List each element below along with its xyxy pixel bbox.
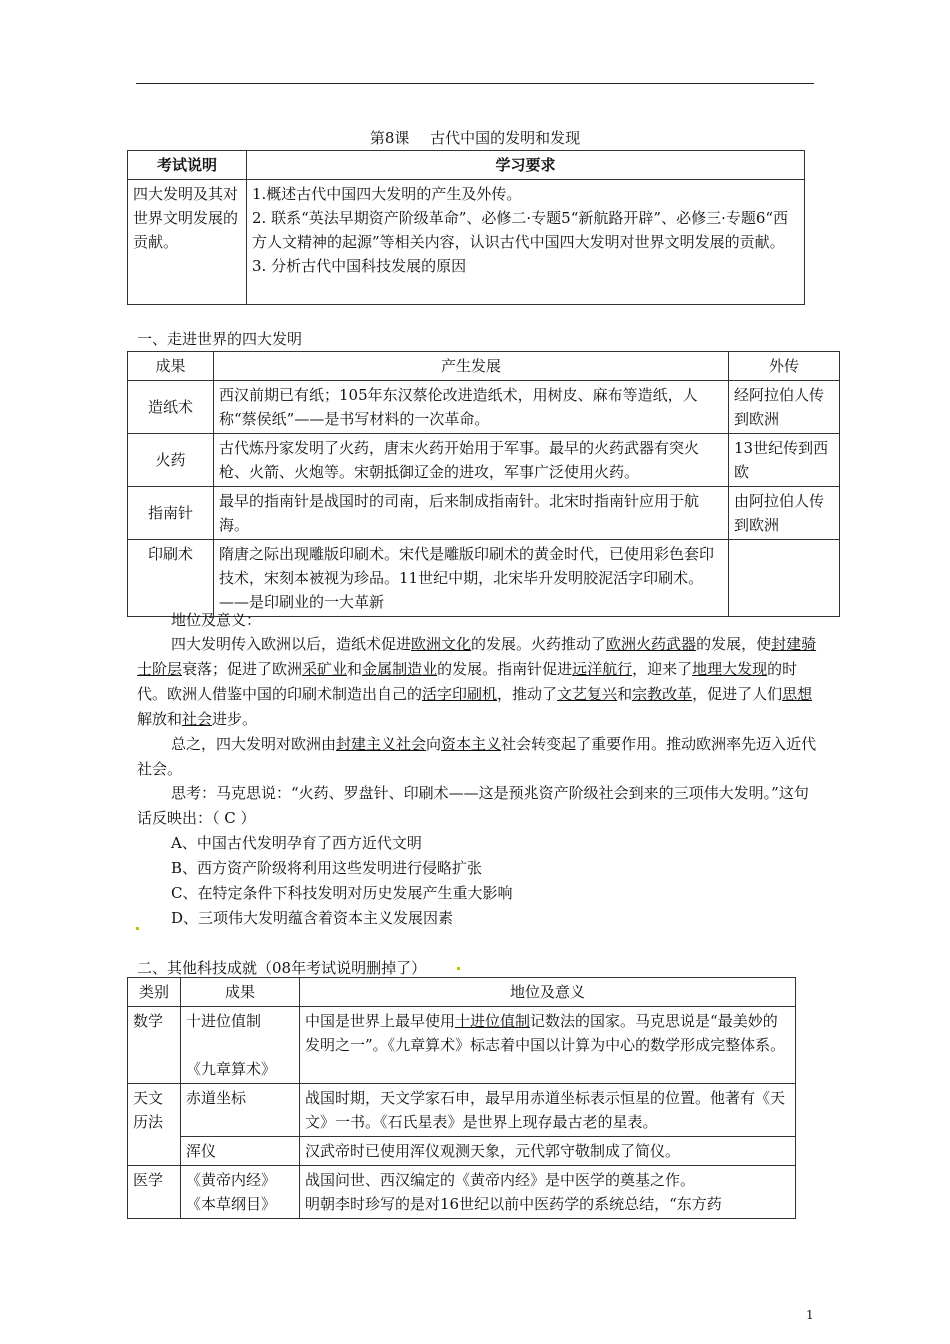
option-d: D、三项伟大发明蕴含着资本主义发展因素 xyxy=(171,909,454,927)
significance-cell xyxy=(300,1166,796,1219)
option-b: B、西方资产阶级将利用这些发明进行侵略扩张 xyxy=(171,859,483,877)
header-result: 成果 xyxy=(181,978,300,1007)
stray-mark xyxy=(457,967,460,970)
significance-cell: 战国时期，天文学家石申，最早用赤道坐标表示恒星的位置。他著有《天文》一书。《石氏星表》是世界上现存最古老的星表。 xyxy=(300,1084,796,1137)
table-row xyxy=(128,540,840,617)
invention-name: 造纸术 xyxy=(128,381,214,434)
option-c: C、在特定条件下科技发明对历史发展产生重大影响 xyxy=(171,884,513,902)
header-development: 产生发展 xyxy=(214,352,729,381)
header-exam-notes: 考试说明 xyxy=(128,151,247,180)
invention-dev: 西汉前期已有纸；105年东汉蔡伦改进造纸术，用树皮、麻布等造纸，人称“蔡侯纸”——是书写材料的一次革命。 xyxy=(214,381,729,434)
four-inventions-table xyxy=(127,351,840,617)
category-math: 数学 xyxy=(128,1007,181,1084)
invention-dev: 隋唐之际出现雕版印刷术。宋代是雕版印刷术的黄金时代，已使用彩色套印技术，宋刻本被视为珍品。11世纪中期，北宋毕升发明胶泥活字印刷术。——是印刷业的一大革新 xyxy=(214,540,729,617)
significance-line: 明朝李时珍写的是对16世纪以前中医药学的系统总结，“东方药 xyxy=(305,1195,722,1213)
invention-spread: 13世纪传到西欧 xyxy=(729,434,840,487)
learning-req-cell xyxy=(247,180,805,305)
header-spread: 外传 xyxy=(729,352,840,381)
summary-paragraph: 总之，四大发明对欧洲由封建主义社会向资本主义社会转变起了重要作用。推动欧洲率先迈入近代社会。 xyxy=(137,735,817,778)
table-row xyxy=(128,1137,796,1166)
header-achievement: 成果 xyxy=(128,352,214,381)
table-row xyxy=(128,1166,796,1219)
result-item: 《九章算术》 xyxy=(186,1060,277,1078)
header-learning-req: 学习要求 xyxy=(247,151,805,180)
result-item: 《黄帝内经》 xyxy=(186,1171,277,1189)
table-row xyxy=(128,434,840,487)
category-astronomy: 天文历法 xyxy=(128,1084,181,1166)
significance-cell: 汉武帝时已使用浑仪观测天象，元代郭守敬制成了简仪。 xyxy=(300,1137,796,1166)
significance-line: 战国问世、西汉编定的《黄帝内经》是中医学的奠基之作。 xyxy=(305,1171,696,1189)
result-item: 赤道坐标 xyxy=(181,1084,300,1137)
category-medicine: 医学 xyxy=(128,1166,181,1219)
other-achievements-table xyxy=(127,977,796,1219)
lesson-title xyxy=(0,127,950,148)
page-number: 1 xyxy=(806,1308,814,1322)
req-1: 1.概述古代中国四大发明的产生及外传。 xyxy=(252,185,522,203)
req-2: 2. 联系“英法早期资产阶级革命”、必修二·专题5“新航路开辟”、必修三·专题6“西方人文精神的起源”等相关内容，认识古代中国四大发明对世界文明发展的贡献。 xyxy=(252,209,789,251)
result-item: 十进位值制 xyxy=(186,1012,262,1030)
table-row xyxy=(128,1007,796,1084)
exam-topic: 四大发明及其对世界文明发展的贡献。 xyxy=(128,180,247,305)
stray-mark xyxy=(136,927,139,930)
result-item: 《本草纲目》 xyxy=(186,1195,277,1213)
invention-name: 火药 xyxy=(128,434,214,487)
result-item: 浑仪 xyxy=(181,1137,300,1166)
invention-name: 印刷术 xyxy=(128,540,214,617)
req-3: 3. 分析古代中国科技发展的原因 xyxy=(252,257,467,275)
table-row xyxy=(128,1084,796,1137)
invention-spread: 经阿拉伯人传到欧洲 xyxy=(729,381,840,434)
significance-heading: 地位及意义： xyxy=(171,611,262,629)
lesson-name: 古代中国的发明和发现 xyxy=(430,129,581,147)
result-cell xyxy=(181,1166,300,1219)
think-question: 思考：马克思说：“火药、罗盘针、印刷术——这是预兆资产阶级社会到来的三项伟大发明。”这句话反映出：（ C ） xyxy=(137,784,809,827)
option-a: A、中国古代发明孕育了西方近代文明 xyxy=(171,834,422,852)
table-row xyxy=(128,487,840,540)
section-2-heading: 二、其他科技成就（08年考试说明删掉了） xyxy=(137,959,427,977)
invention-spread xyxy=(729,540,840,617)
header-significance: 地位及意义 xyxy=(300,978,796,1007)
invention-dev: 最早的指南针是战国时的司南，后来制成指南针。北宋时指南针应用于航海。 xyxy=(214,487,729,540)
exam-requirements-table xyxy=(127,150,805,305)
significance-paragraph: 四大发明传入欧洲以后，造纸术促进欧洲文化的发展。火药推动了欧洲火药武器的发展，使封建骑士阶层衰落；促进了欧洲采矿业和金属制造业的发展。指南针促进远洋航行，迎来了地理大发现的时代。欧洲人借鉴中国的印刷术制造出自己的活字印刷机，推动了文艺复兴和宗教改革，促进了人们思想解放和社会进步。 xyxy=(137,635,817,728)
section-1-heading: 一、走进世界的四大发明 xyxy=(137,330,303,348)
header-category: 类别 xyxy=(128,978,181,1007)
invention-spread: 由阿拉伯人传到欧洲 xyxy=(729,487,840,540)
table-row xyxy=(128,381,840,434)
significance-cell: 中国是世界上最早使用十进位值制记数法的国家。马克思说是“最美妙的发明之一”。《九章算术》标志着中国以计算为中心的数学形成完整体系。 xyxy=(300,1007,796,1084)
invention-dev: 古代炼丹家发明了火药，唐末火药开始用于军事。最早的火药武器有突火枪、火箭、火炮等。宋朝抵御辽金的进攻，军事广泛使用火药。 xyxy=(214,434,729,487)
invention-name: 指南针 xyxy=(128,487,214,540)
lesson-number: 第8课 xyxy=(369,129,410,147)
result-cell xyxy=(181,1007,300,1084)
header-rule xyxy=(136,83,814,84)
